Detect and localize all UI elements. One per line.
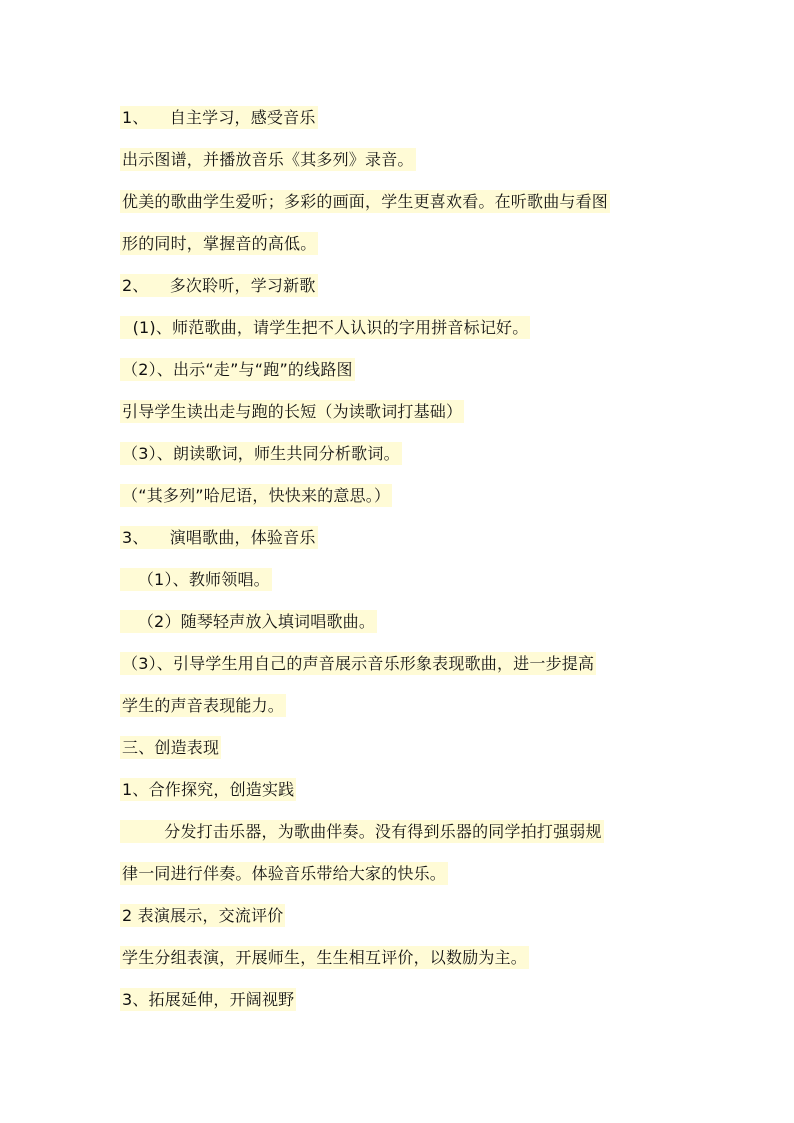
- heading-3-singing: [120, 523, 318, 553]
- line-text: 分发打击乐器，为歌曲伴奏。没有得到乐器的同学拍打强弱规: [122, 822, 602, 841]
- paragraph-line: [120, 187, 610, 217]
- line-text: （2）、出示“走”与“跑”的线路图: [122, 360, 353, 379]
- paragraph-line: [120, 313, 530, 343]
- paragraph-line: [120, 817, 604, 847]
- heading-extension: [120, 985, 296, 1015]
- paragraph-line: [120, 145, 416, 175]
- paragraph-line: [120, 355, 355, 385]
- paragraph-line: [120, 859, 448, 889]
- line-text: （3）、引导学生用自己的声音展示音乐形象表现歌曲，进一步提高: [122, 654, 595, 673]
- paragraph-line: [120, 607, 377, 637]
- paragraph-line: [120, 481, 392, 511]
- line-text: 1、合作探究，创造实践: [122, 780, 295, 799]
- line-text: 学生分组表演，开展师生，生生相互评价，以数励为主。: [122, 948, 528, 967]
- paragraph-line: [120, 943, 529, 973]
- line-text: 出示图谱，并播放音乐《其多列》录音。: [122, 150, 414, 169]
- section-heading-creative: [120, 733, 221, 763]
- line-text: 2 表演展示，交流评价: [122, 906, 284, 925]
- line-text: 律一同进行伴奏。体验音乐带给大家的快乐。: [122, 864, 447, 883]
- line-text: （3）、朗读歌词，师生共同分析歌词。: [122, 444, 400, 463]
- line-text: 3、 演唱歌曲，体验音乐: [122, 528, 316, 547]
- paragraph-line: [120, 649, 596, 679]
- line-text: 引导学生读出走与跑的长短（为读歌词打基础）: [122, 402, 463, 421]
- heading-cooperative: [120, 775, 296, 805]
- paragraph-line: [120, 439, 402, 469]
- line-text: 2、 多次聆听，学习新歌: [122, 276, 316, 295]
- heading-performance: [120, 901, 285, 931]
- paragraph-line: [120, 691, 286, 721]
- paragraph-line: [120, 229, 318, 259]
- line-text: 学生的声音表现能力。: [122, 696, 285, 715]
- line-text: （“其多列”哈尼语，快快来的意思。）: [122, 486, 391, 505]
- line-text: (1)、师范歌曲，请学生把不人认识的字用拼音标记好。: [122, 318, 529, 337]
- line-text: 形的同时，掌握音的高低。: [122, 234, 317, 253]
- line-text: （1）、教师领唱。: [122, 570, 270, 589]
- line-text: 3、拓展延伸，开阔视野: [122, 990, 295, 1009]
- line-text: 三、创造表现: [122, 738, 220, 757]
- paragraph-line: [120, 565, 272, 595]
- line-text: （2）随琴轻声放入填词唱歌曲。: [122, 612, 376, 631]
- line-text: 优美的歌曲学生爱听；多彩的画面，学生更喜欢看。在听歌曲与看图: [122, 192, 609, 211]
- heading-1-self-study: [120, 103, 318, 133]
- heading-2-listening: [120, 271, 318, 301]
- paragraph-line: [120, 397, 464, 427]
- line-text: 1、 自主学习，感受音乐: [122, 108, 316, 127]
